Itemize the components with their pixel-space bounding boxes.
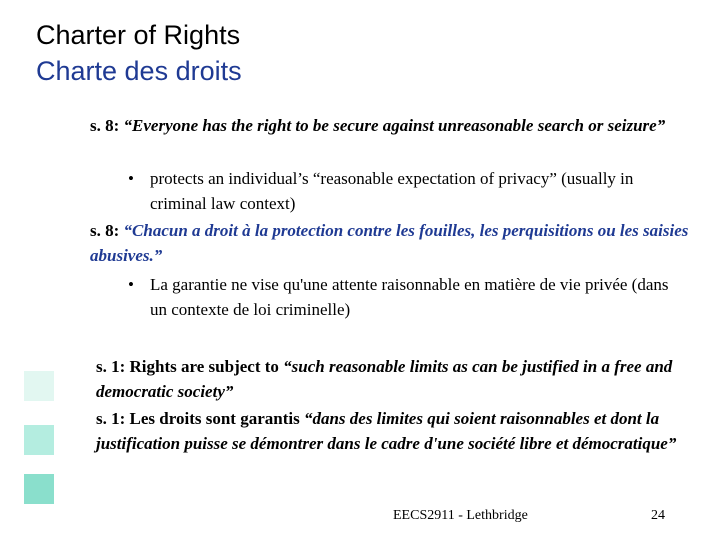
section-1-french: [96, 406, 696, 456]
section-1-french-quote: “dans des limites qui soient raisonnables et dont la justification puisse se démontrer dans le cadre d'une société libre et démocratique”: [96, 409, 677, 453]
footer-course: EECS2911 - Lethbridge: [393, 508, 528, 523]
section-1-english: [96, 354, 696, 404]
section-1-english-quote: “such reasonable limits as can be justified in a free and democratic society”: [96, 357, 673, 401]
section-8-english-bullet-text: protects an individual’s “reasonable expectation of privacy” (usually in criminal law context): [150, 169, 634, 213]
section-8-french: [90, 218, 690, 268]
decorative-square-dark: [24, 474, 54, 504]
section-8-french-bullet-text: La garantie ne vise qu'une attente raisonnable en matière de vie privée (dans un contexte de loi criminelle): [150, 275, 669, 319]
page-number: 24: [651, 508, 665, 523]
bullet-dot: •: [128, 169, 134, 188]
slide-title-french: Charte des droits: [36, 56, 242, 86]
section-1-english-prefix: s. 1: Rights are subject to: [96, 357, 284, 376]
section-8-english-quote: “Everyone has the right to be secure against unreasonable search or seizure”: [123, 116, 666, 135]
bullet-dot: •: [128, 275, 134, 294]
section-8-english-prefix: s. 8:: [90, 116, 124, 135]
slide-title-english: Charter of Rights: [36, 20, 241, 50]
decorative-square-light: [24, 371, 54, 401]
decorative-square-medium: [24, 425, 54, 455]
section-8-french-prefix: s. 8:: [90, 221, 124, 240]
section-8-english: [90, 113, 690, 138]
section-1-french-prefix: s. 1: Les droits sont garantis: [96, 409, 304, 428]
section-8-french-quote: “Chacun a droit à la protection contre les fouilles, les perquisitions ou les saisies abusives.”: [90, 221, 689, 265]
